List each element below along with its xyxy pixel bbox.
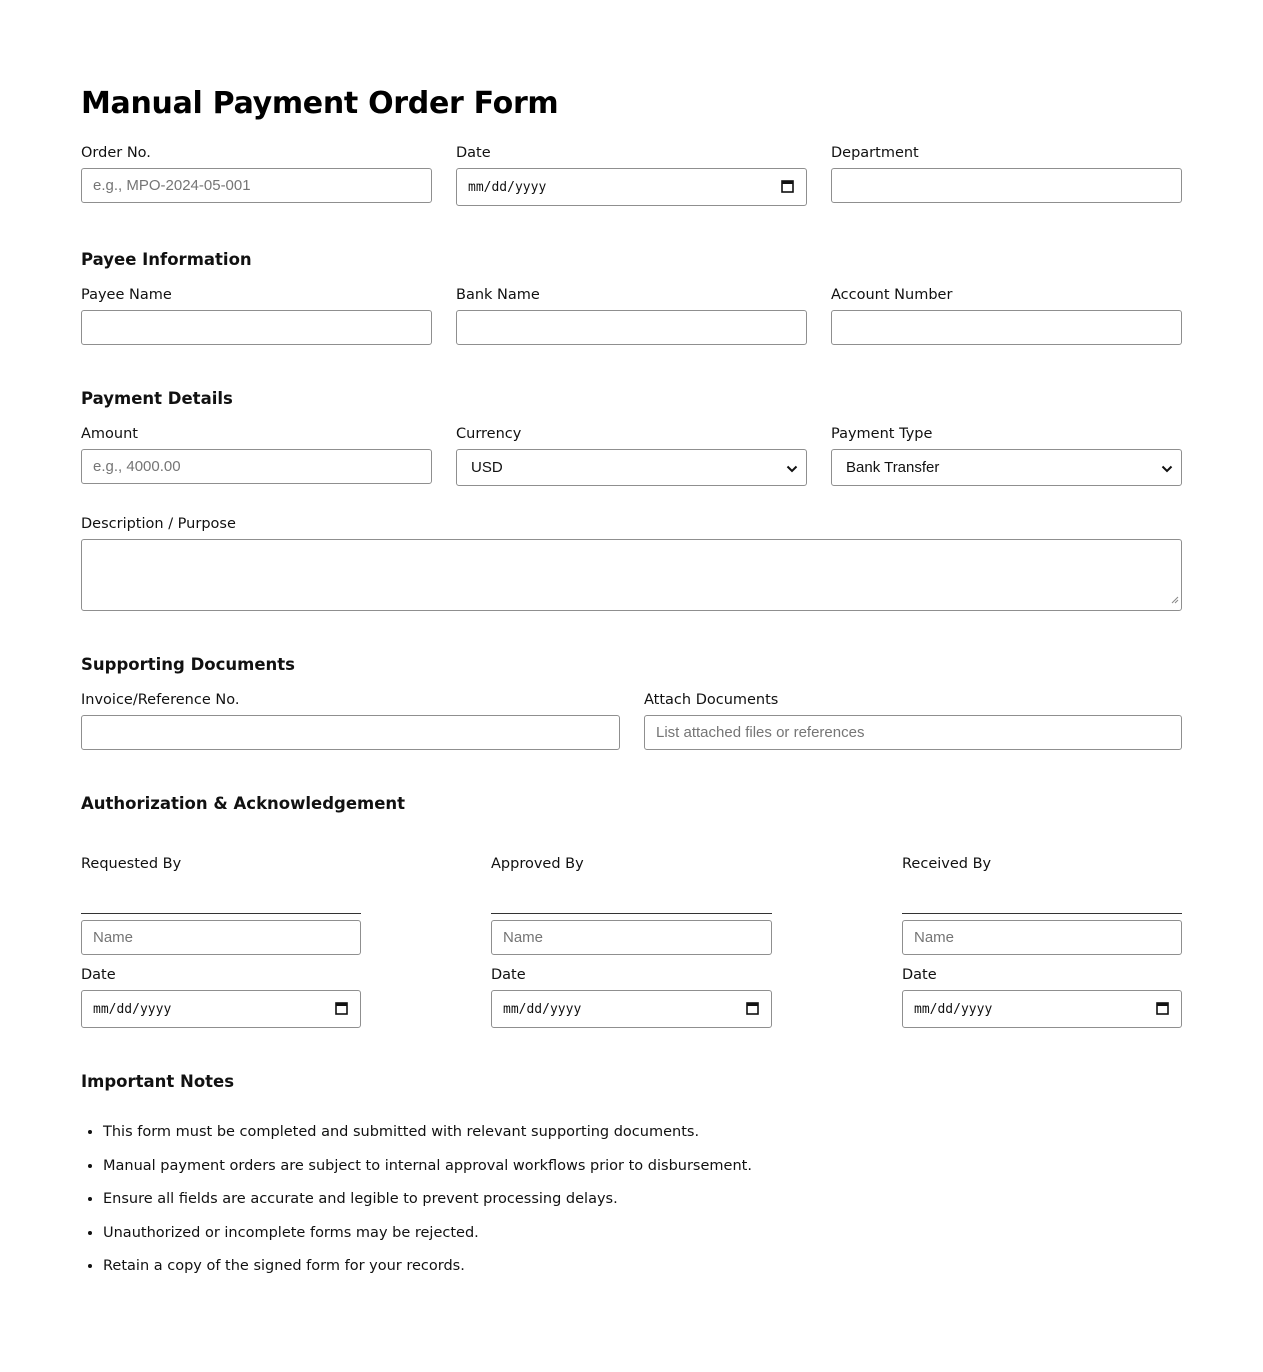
- account-number-label: Account Number: [831, 287, 953, 303]
- order-no-label: Order No.: [81, 145, 151, 161]
- payment-type-selected-value: Bank Transfer: [846, 459, 940, 476]
- requested-by-date-label: Date: [81, 967, 116, 983]
- calendar-icon[interactable]: [1156, 1000, 1169, 1019]
- list-item: • Unauthorized or incomplete forms may be rejected.: [103, 1218, 752, 1252]
- requested-by-date-input[interactable]: [81, 990, 361, 1028]
- list-item: • Manual payment orders are subject to internal approval workflows prior to disbursement.: [103, 1151, 752, 1185]
- invoice-input[interactable]: [81, 715, 620, 750]
- payee-name-label: Payee Name: [81, 287, 172, 303]
- documents-section-heading: Supporting Documents: [81, 655, 295, 674]
- calendar-icon[interactable]: [781, 178, 794, 197]
- description-textarea[interactable]: [81, 539, 1182, 611]
- date-placeholder: mm/dd/yyyy: [468, 179, 547, 195]
- calendar-icon[interactable]: [746, 1000, 759, 1019]
- invoice-label: Invoice/Reference No.: [81, 692, 240, 708]
- requested-by-name-input[interactable]: [81, 920, 361, 955]
- date-placeholder: mm/dd/yyyy: [914, 1001, 993, 1017]
- notes-list: [81, 1117, 752, 1285]
- calendar-icon[interactable]: [335, 1000, 348, 1019]
- chevron-down-icon: [1161, 458, 1173, 477]
- amount-input[interactable]: [81, 449, 432, 484]
- bank-name-input[interactable]: [456, 310, 807, 345]
- payee-section-heading: Payee Information: [81, 250, 252, 269]
- date-placeholder: mm/dd/yyyy: [503, 1001, 582, 1017]
- date-label: Date: [456, 145, 491, 161]
- list-item: • This form must be completed and submitted with relevant supporting documents.: [103, 1117, 752, 1151]
- department-input[interactable]: [831, 168, 1182, 203]
- attach-input[interactable]: [644, 715, 1182, 750]
- department-label: Department: [831, 145, 919, 161]
- approved-by-date-input[interactable]: [491, 990, 772, 1028]
- bank-name-label: Bank Name: [456, 287, 540, 303]
- currency-select[interactable]: [456, 449, 807, 486]
- amount-label: Amount: [81, 426, 138, 442]
- received-by-name-input[interactable]: [902, 920, 1182, 955]
- requested-by-label: Requested By: [81, 856, 182, 872]
- payment-type-select[interactable]: [831, 449, 1182, 486]
- payment-section-heading: Payment Details: [81, 389, 233, 408]
- currency-selected-value: USD: [471, 459, 503, 476]
- date-placeholder: mm/dd/yyyy: [93, 1001, 172, 1017]
- list-item: • Ensure all fields are accurate and legible to prevent processing delays.: [103, 1184, 752, 1218]
- description-label: Description / Purpose: [81, 516, 236, 532]
- payee-name-input[interactable]: [81, 310, 432, 345]
- currency-label: Currency: [456, 426, 522, 442]
- notes-section-heading: Important Notes: [81, 1072, 235, 1091]
- chevron-down-icon: [786, 458, 798, 477]
- signature-line: [81, 913, 361, 914]
- list-item: • Retain a copy of the signed form for your records.: [103, 1251, 752, 1285]
- order-no-input[interactable]: [81, 168, 432, 203]
- payment-type-label: Payment Type: [831, 426, 933, 442]
- authorization-section-heading: Authorization & Acknowledgement: [81, 794, 406, 813]
- received-by-date-label: Date: [902, 967, 937, 983]
- attach-label: Attach Documents: [644, 692, 779, 708]
- received-by-label: Received By: [902, 856, 992, 872]
- resize-handle-icon[interactable]: [1171, 589, 1179, 608]
- received-by-date-input[interactable]: [902, 990, 1182, 1028]
- signature-line: [491, 913, 772, 914]
- page-title: Manual Payment Order Form: [81, 86, 559, 121]
- approved-by-date-label: Date: [491, 967, 526, 983]
- approved-by-label: Approved By: [491, 856, 584, 872]
- signature-line: [902, 913, 1182, 914]
- order-date-input[interactable]: [456, 168, 807, 206]
- account-number-input[interactable]: [831, 310, 1182, 345]
- approved-by-name-input[interactable]: [491, 920, 772, 955]
